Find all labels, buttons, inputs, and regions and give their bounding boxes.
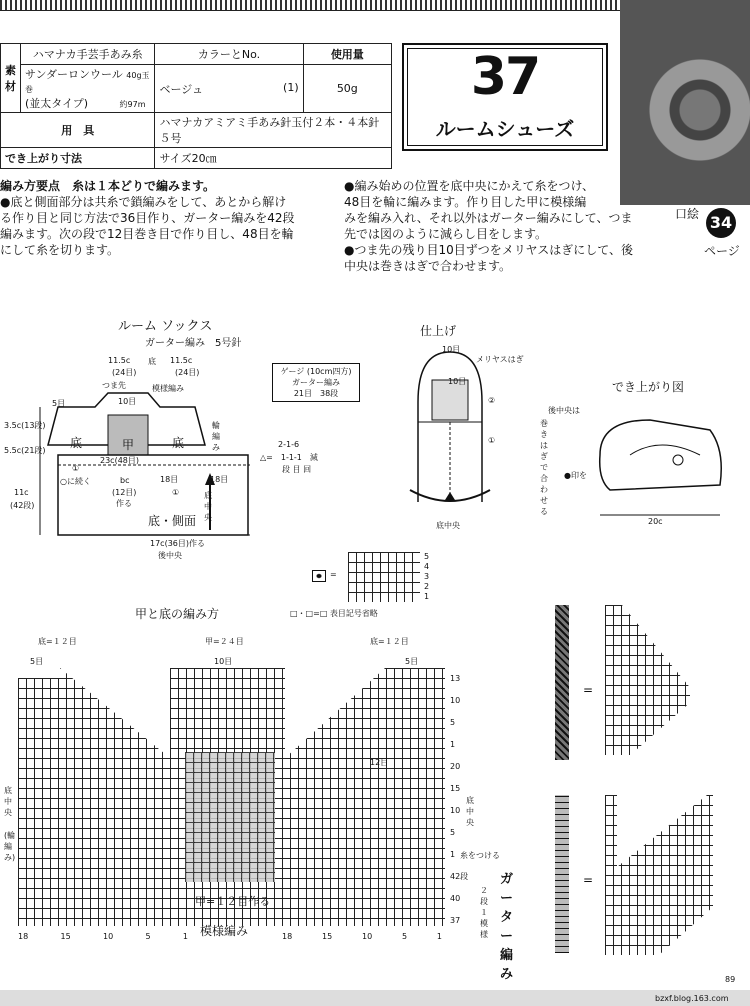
col-number: 1 [182, 932, 188, 941]
col-numbers-right [282, 932, 442, 941]
instruction-line: る作り目と同じ方法で36目作り、ガーター編みを42段 [0, 211, 295, 225]
height-42-rows: (42段) [10, 501, 35, 510]
pattern-knit-label: 模様編み [200, 924, 249, 938]
yarn-header: ハマナカ手芸手あみ糸 [21, 44, 155, 65]
sole-left: 底 [70, 436, 83, 450]
row-number: 20 [450, 762, 461, 771]
slipper-photo [620, 0, 750, 205]
col-number: 15 [60, 932, 71, 941]
finished-width: 20c [648, 517, 663, 526]
sole-center-vertical: 底中央 [4, 786, 12, 817]
instruction-line: 編みます。次の段で12目巻き目で作り目し、48目を輪 [0, 227, 294, 241]
photo-ref-suffix: ページ [704, 244, 740, 258]
row-number: 42段 [450, 872, 469, 881]
col-numbers-left [18, 932, 188, 941]
height-13: 3.5c(13段) [4, 421, 46, 430]
thread-attach: 糸をつける [460, 851, 500, 860]
segment-sole-left: 底=１２目 [38, 637, 77, 646]
instruction-line: みを編み入れ、それ以外はガーター編みにして、つま [344, 211, 633, 225]
socks-diagram-title: ルーム ソックス [118, 319, 213, 334]
continue-label: ○に続く [60, 477, 91, 486]
finished-note1: 後中央は [548, 406, 580, 415]
eq-top: = [583, 683, 594, 697]
finishing-graft: メリヤスはぎ [476, 355, 524, 364]
cable-strip-top [555, 605, 569, 760]
col-number: 18 [282, 932, 293, 941]
bottom-label-top: 底 [148, 357, 156, 366]
segment-instep: 甲=２４目 [205, 637, 244, 646]
sts-18-b: 18目 [210, 475, 229, 484]
yarn-type: (並太タイプ) [25, 97, 89, 110]
finished-title: でき上がり図 [612, 380, 685, 394]
chart-mid-10: 10目 [214, 657, 233, 666]
socks-diagram-subtitle: ガーター編み 5号針 [145, 338, 242, 349]
toe-label: つま先 [102, 381, 126, 390]
back-center: 後中央 [158, 551, 182, 560]
height-11c: 11c [14, 488, 29, 497]
finishing-bottom: 底中央 [436, 521, 460, 530]
cast-on-width: 17c(36目)作る [150, 539, 205, 548]
finished-mark: ●印を [564, 471, 587, 480]
instep: 甲 [122, 438, 135, 452]
instruction-line: にして糸を切ります。 [0, 243, 120, 257]
sole-right: 底 [172, 436, 185, 450]
instruction-line: 48目を輪に編みます。作り目した甲に模様編 [344, 195, 587, 209]
tools-label: 用 具 [1, 113, 155, 148]
symbol-rows [424, 552, 429, 602]
row-label: 1 [424, 592, 430, 601]
yarn-weight: 40g玉巻 [25, 71, 150, 94]
materials-table [0, 43, 392, 169]
col-number: 1 [436, 932, 442, 941]
finished-note2: 巻きはぎで合わせる [540, 419, 548, 516]
row-number: 5 [450, 718, 456, 727]
circle-a: ① [72, 464, 80, 473]
row-number: 15 [450, 784, 461, 793]
row-number: 13 [450, 674, 461, 683]
finishing-diagram [400, 342, 530, 522]
side-sts: 5目 [52, 399, 66, 408]
eq-bottom: = [583, 873, 594, 887]
main-chart-legend: □・□=□ 表目記号省略 [290, 609, 378, 618]
col-number: 5 [145, 932, 151, 941]
instruction-line: ●底と側面部分は共糸で鎖編みをして、あとから解け [0, 195, 287, 209]
bc-make: 作る [116, 499, 132, 508]
cable-strip-bottom [555, 795, 569, 953]
sole-center-label: 底中央 [204, 491, 212, 522]
toe-left-sts: (24目) [112, 368, 137, 377]
instep-make-12: 甲=１２目作る [195, 895, 271, 908]
symbol-chart-small [348, 552, 420, 602]
amount-value: 50g [303, 65, 391, 113]
chart-right-5: 5目 [405, 657, 419, 666]
bc-sts: (12目) [112, 488, 137, 497]
row-label: 4 [424, 562, 430, 571]
gauge-title: ゲージ (10cm四方) [280, 367, 352, 376]
col-number: 5 [402, 932, 408, 941]
finishing-circle-2: ② [488, 396, 496, 405]
footer-bar [0, 990, 750, 1006]
color-header: カラーとNo. [155, 44, 303, 65]
yarn-cell [21, 65, 155, 113]
yarn-length: 約97m [119, 100, 146, 109]
footer-watermark: bzxf.blog.163.com [655, 994, 729, 1003]
decrease-line2: △= 1-1-1 減 [260, 453, 318, 462]
row-label: 2 [424, 582, 430, 591]
amount-header: 使用量 [303, 44, 391, 65]
page-number: 89 [725, 975, 736, 984]
row-number: 37 [450, 916, 461, 925]
pattern-stitch-area [185, 752, 275, 882]
instruction-line: 先では図のように減らし目をします。 [344, 227, 548, 241]
finishing-top-sts: 10目 [442, 345, 461, 354]
sole-side-label: 底・側面 [148, 514, 197, 528]
finishing-circle-1: ① [488, 436, 496, 445]
two-rows-pattern: ２段１模様 [480, 886, 488, 939]
photo-ref-prefix: 口絵 [675, 207, 700, 221]
height-21: 5.5c(21段) [4, 446, 46, 455]
decrease-chart-top [605, 605, 690, 755]
segment-sole-right: 底=１２目 [370, 637, 409, 646]
row-label: 5 [424, 552, 430, 561]
finishing-mid-sts: 10目 [448, 377, 467, 386]
col-number: 15 [322, 932, 333, 941]
gauge-box [272, 363, 360, 402]
chart-left-5: 5目 [30, 657, 44, 666]
row-label: 3 [424, 572, 430, 581]
instruction-line: 編み方要点 糸は１本どりで編みます。 [0, 179, 216, 193]
tools-value: ハマナカアミアミ手あみ針玉付２本・４本針５号 [155, 113, 392, 148]
symbol-eq: = [330, 570, 337, 579]
toe-left-width: 11.5c [108, 356, 131, 365]
instruction-line: ●編み始めの位置を底中央にかえて糸をつけ、 [344, 179, 594, 193]
pattern-number: 37 [470, 47, 540, 107]
circle-b: ① [172, 488, 180, 497]
col-number: 10 [103, 932, 114, 941]
row-number: 1 [450, 850, 456, 859]
decrease-line1: 2-1-6 [278, 440, 300, 449]
finished-slipper-drawing [590, 395, 730, 525]
instruction-line: 中央は巻きはぎで合わせます。 [344, 259, 512, 273]
grid-cutout-corner [18, 668, 60, 678]
pattern-title-box [402, 43, 608, 151]
chart-right-12: 12目 [370, 758, 389, 767]
col-number: 10 [362, 932, 373, 941]
main-chart-title: 甲と底の編み方 [135, 607, 220, 621]
photo-ref-page-badge: 34 [706, 208, 736, 238]
finishing-title: 仕上げ [420, 324, 457, 338]
color-name: ベージュ [159, 82, 204, 96]
dot-symbol [312, 570, 326, 582]
gauge-value: 21目 38段 [293, 389, 339, 398]
col-number: 18 [18, 932, 29, 941]
instructions-left [0, 178, 335, 258]
row-number: 10 [450, 806, 461, 815]
top-sts: 10目 [118, 397, 137, 406]
yarn-name: サンダーロンウール [25, 68, 123, 81]
rings-vertical: (輪編み) [4, 831, 16, 862]
toe-right-sts: (24目) [175, 368, 200, 377]
sole-center-right: 底中央 [466, 796, 474, 827]
sts-18-a: 18目 [160, 475, 179, 484]
size-value: サイズ20㎝ [155, 148, 392, 169]
bc-label: bc [120, 476, 130, 485]
decrease-chart-bottom [605, 795, 725, 955]
pattern-title: ルームシューズ [435, 117, 575, 141]
instructions-right [344, 178, 674, 274]
decorative-rule [0, 10, 620, 17]
instep-width: 23c(48目) [100, 456, 139, 465]
garter-vertical: ガーター編み [500, 872, 514, 982]
row-number: 40 [450, 894, 461, 903]
ring-knit: 輪編み [212, 421, 220, 452]
row-numbers [450, 668, 468, 932]
color-cell [155, 65, 303, 113]
row-number: 1 [450, 740, 456, 749]
gauge-pattern: ガーター編み [292, 378, 340, 387]
decorative-border [0, 0, 620, 10]
materials-label: 素材 [1, 44, 21, 113]
size-label: でき上がり寸法 [1, 148, 155, 169]
row-number: 10 [450, 696, 461, 705]
decrease-line3: 段 目 回 [282, 465, 312, 474]
color-number: (1) [283, 80, 299, 94]
instruction-line: ●つま先の残り目10目ずつをメリヤスはぎにして、後 [344, 243, 634, 257]
row-number: 5 [450, 828, 456, 837]
pattern-label: 模様編み [152, 384, 184, 393]
toe-right-width: 11.5c [170, 356, 193, 365]
